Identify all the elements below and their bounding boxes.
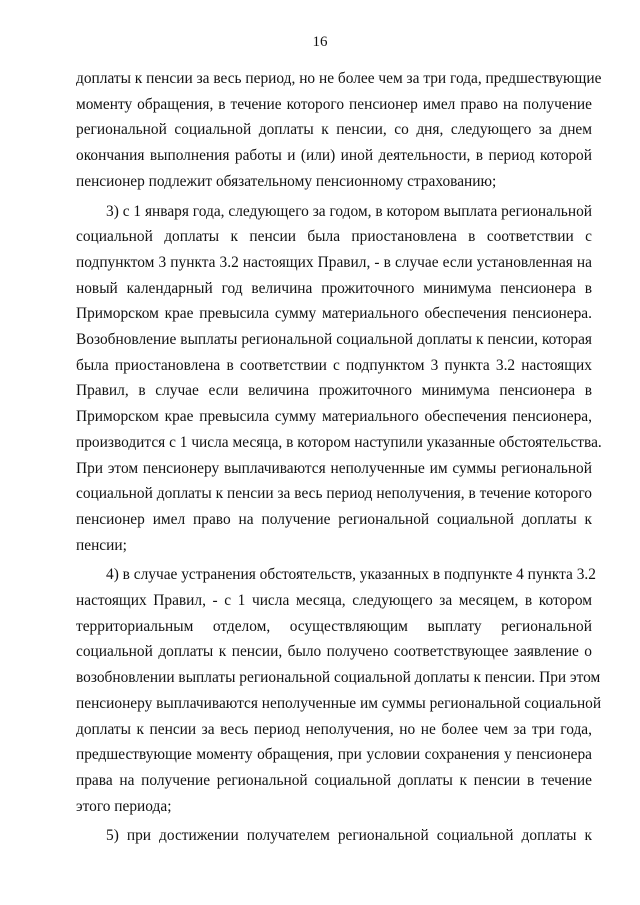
paragraph-item-3: [76, 199, 602, 559]
text-line: региональной социальной доплаты к пенсии, со дня, следующего за днем: [76, 121, 592, 139]
text-line: доплаты к пенсии за весь период, но не более чем за три года, предшествующие: [76, 70, 602, 87]
text-line: При этом пенсионеру выплачиваются неполученные им суммы региональной: [76, 459, 592, 477]
text-line: 5) при достижении получателем региональной социальной доплаты к: [106, 827, 592, 845]
document-body: [76, 66, 602, 849]
text-line: возобновлении выплаты региональной социальной доплаты к пенсии. При этом: [76, 669, 601, 687]
text-line: настоящих Правил, - с 1 числа месяца, следующего за месяцем, в котором: [76, 592, 592, 610]
text-line: доплаты к пенсии за весь период неполучения, но не более чем за три года,: [76, 720, 592, 738]
text-line: территориальным отделом, осуществляющим выплату региональной: [76, 617, 592, 635]
text-line: Приморском крае превысила сумму материального обеспечения пенсионера.: [76, 305, 592, 323]
text-line: пенсионер имел право на получение региональной социальной доплаты к: [76, 510, 592, 528]
text-line: этого периода;: [76, 797, 172, 815]
text-line: пенсионеру выплачиваются неполученные им суммы региональной социальной: [76, 694, 602, 712]
paragraph-item-5: [76, 823, 592, 849]
text-line: пенсионер подлежит обязательному пенсионному страхованию;: [76, 172, 497, 190]
text-line: права на получение региональной социальной доплаты к пенсии в течение: [76, 771, 592, 789]
text-line: производится с 1 числа месяца, в котором наступили указанные обстоятельства.: [76, 433, 602, 451]
text-line: подпунктом 3 пункта 3.2 настоящих Правил, - в случае если установленная на: [76, 253, 592, 271]
paragraph: [76, 66, 602, 195]
text-line: Приморском крае превысила сумму материального обеспечения пенсионера,: [76, 408, 592, 426]
text-line: пенсии;: [76, 536, 127, 554]
text-line: была приостановлена в соответствии с подпунктом 3 пункта 3.2 настоящих: [76, 356, 592, 374]
text-line: моменту обращения, в течение которого пенсионер имел право на получение: [76, 95, 592, 113]
text-line: социальной доплаты к пенсии за весь период неполучения, в течение которого: [76, 485, 592, 503]
text-line: социальной доплаты к пенсии, было получено соответствующее заявление о: [76, 643, 592, 661]
text-line: социальной доплаты к пенсии была приостановлена в соответствии с: [76, 228, 592, 246]
text-line: 3) с 1 января года, следующего за годом, в котором выплата региональной: [106, 202, 592, 220]
text-line: Правил, в случае если величина прожиточного минимума пенсионера в: [76, 382, 592, 400]
paragraph-item-4: [76, 562, 602, 819]
text-line: 4) в случае устранения обстоятельств, указанных в подпункте 4 пункта 3.2: [106, 566, 596, 584]
page-number: 16: [312, 34, 328, 50]
text-line: Возобновление выплаты региональной социальной доплаты к пенсии, которая: [76, 331, 592, 349]
text-line: предшествующие моменту обращения, при условии сохранения у пенсионера: [76, 746, 592, 764]
text-line: окончания выполнения работы и (или) иной деятельности, в период которой: [76, 147, 592, 165]
text-line: новый календарный год величина прожиточного минимума пенсионера в: [76, 279, 592, 297]
